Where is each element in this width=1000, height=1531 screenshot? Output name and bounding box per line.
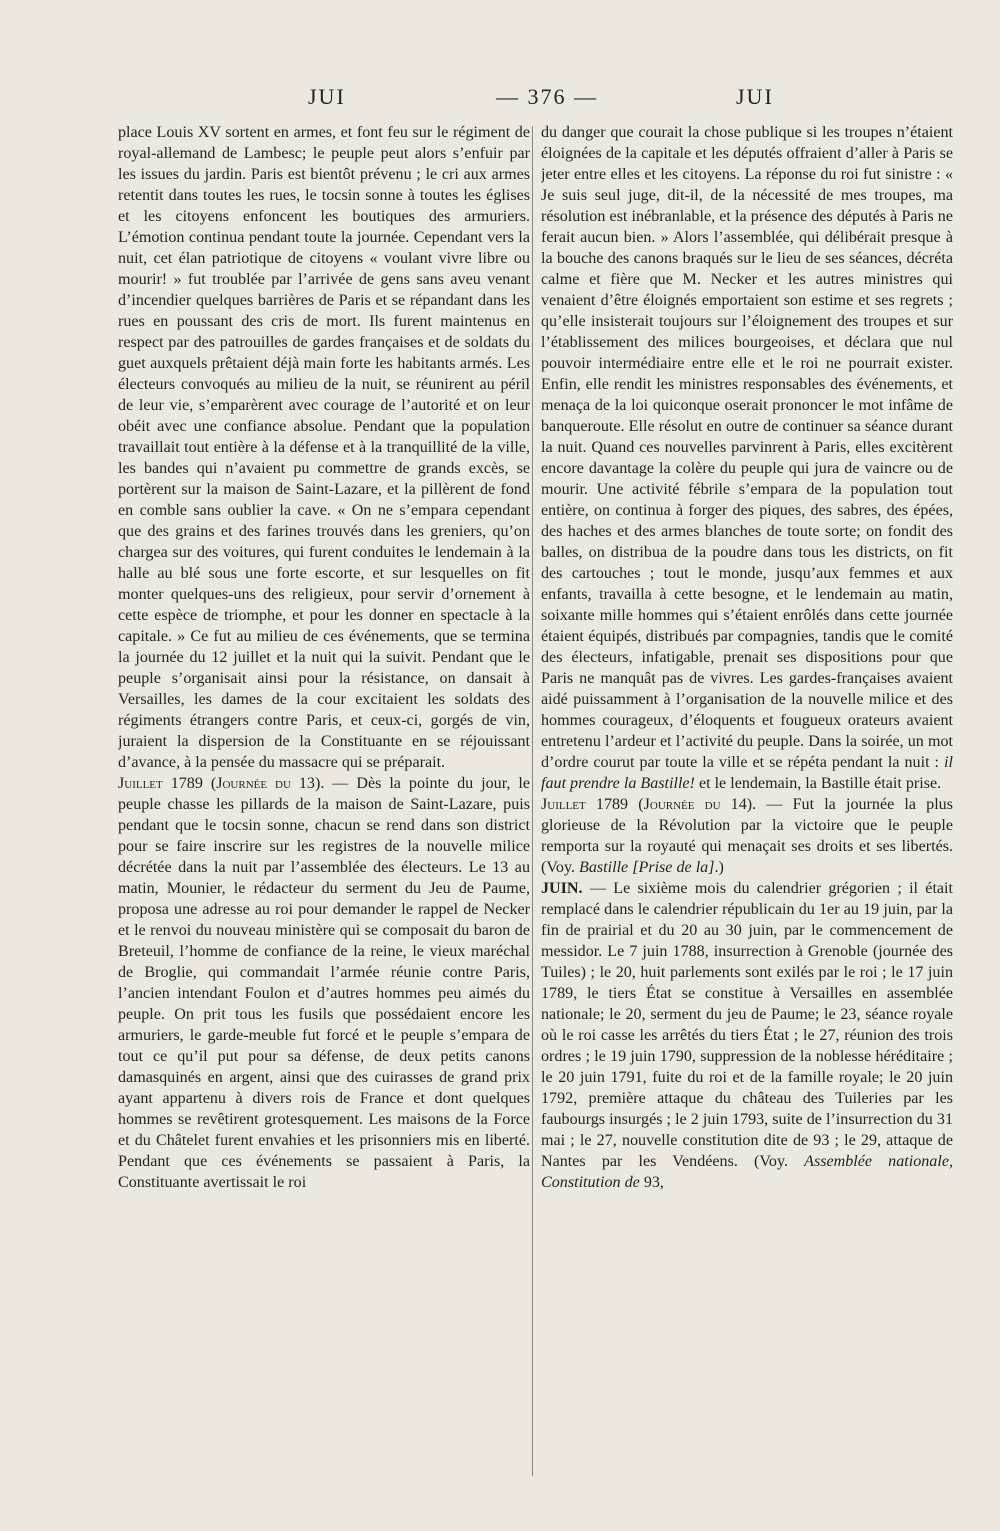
entry-body: — Fut la journée la plus glorieuse de la Révolution par la victoire que le peuple remporta sur la royauté qui menaçait ses droits et ses libertés. (Voy. <box>541 796 953 876</box>
entry-body: 93, <box>639 1174 664 1191</box>
running-head-right: JUI <box>736 84 774 109</box>
running-head-left: JUI <box>308 84 346 109</box>
quote-italic: il faut prendre la Bastille! <box>541 754 953 792</box>
cross-reference: Assemblée nationale, Constitution de <box>541 1153 953 1191</box>
paragraph-juin <box>541 878 953 1193</box>
entry-body: — Dès la pointe du jour, le peuple chasse les pillards de la maison de Saint-Lazare, puis pendant que le tocsin sonne, chacun se rend dans son district pour se faire inscrire sur les registres de la nouvelle milice décrétée dans la nuit par l’assemblée des électeurs. Le 13 au matin, Mounier, le rédacteur du serment du Jeu de Paume, proposa une adresse au roi pour demander le rappel de Necker et le renvoi du nouveau ministère qui se composait du baron de Breteuil, l’homme de confiance de la reine, le vieux maréchal de Broglie, qui commandait l’armée réunie contre Paris, l’ancien intendant Foulon et d’autres hommes peu aimés du peuple. On prit tous les fusils que possédaient encore les armuriers, le garde-meuble fut forcé et le peuple s’empara de tout ce qu’il put pour sa défense, de deux petits canons damasquinés en argent, ainsi que des cuirasses de grand prix ayant appartenu à divers rois de France et dont quelques hommes se revêtirent grotesquement. Les maisons de la Force et du Châtelet furent envahies et les prisonniers mis en liberté. Pendant que ces événements se passaient à Paris, la Constituante avertissait le roi <box>118 775 530 1191</box>
column-divider <box>532 126 533 1476</box>
paragraph-text: du danger que courait la chose publique si les troupes n’étaient éloignées de la capitale et les députés offraient d’aller à Paris se jeter entre elles et les citoyens. La réponse du roi fut sinistre : « Je suis seul juge, dit-il, de la nécessité de mes troupes, ma résolution est inébranlable, et la présence des députés à Paris ne ferait aucun bien. » Alors l’assemblée, qui délibérait presque à la bouche des canons braqués sur le lieu de ses séances, décréta calme et fière que M. Necker et les autres ministres qui venaient d’être éloignés emportaient son estime et ses regrets ; qu’elle insisterait toujours sur l’éloignement des troupes et sur l’établissement des milices bourgeoises, et déclara que nul pouvoir intermédiaire entre elle et le roi ne pourrait exister. Enfin, elle rendit les ministres responsables des événements, et menaça de la loi quiconque oserait prononcer le mot infâme de banqueroute. Elle résolut en outre de continuer sa séance durant la nuit. Quand ces nouvelles parvinrent à Paris, elles excitèrent encore davantage la colère du peuple qui jura de vaincre ou de mourir. Une activité fébrile s’empara de la population tout entière, on continua à forger des piques, des sabres, des épées, des haches et des armes blanches de toute sorte; on fondit des balles, on distribua de la poudre dans tous les districts, on fit des cartouches ; tout le monde, jusqu’aux femmes et aux enfants, travailla à cette besogne, et le lendemain au matin, soixante mille hommes qui s’étaient enrôlés dans cette journée étaient équipés, distribués par compagnies, tandis que le comité des électeurs, infatigable, prenait ses dispositions pour que Paris ne manquât pas de vivres. Les gardes-françaises avaient aidé puissamment à l’organisation de la nouvelle milice et des hommes courageux, d’éloquents et fougueux orateurs avaient entretenu l’ardeur et l’activité du peuple. Dans la soirée, un mot d’ordre courut par toute la ville et se répéta pendant la nuit : <box>541 124 953 771</box>
entry-heading: JUIN. <box>541 880 583 897</box>
cross-reference: Bastille <box>579 859 629 876</box>
paragraph-continuation <box>541 122 953 794</box>
cross-reference: [Prise de la] <box>632 859 715 876</box>
right-column <box>541 122 953 1482</box>
paragraph-july-14 <box>541 794 953 878</box>
entry-heading: Juillet 1789 (Journée du 13). <box>118 775 325 792</box>
left-column <box>118 122 530 1482</box>
entry-body: — Le sixième mois du calendrier grégorien ; il était remplacé dans le calendrier républicain du 1er au 19 juin, par la fin de prairial et du 20 au 30 juin, par le commencement de messidor. Le 7 juin 1788, insurrection à Grenoble (journée des Tuiles) ; le 20, huit parlements sont exilés par le roi ; le 17 juin 1789, le tiers État se constitue à Versailles en assemblée nationale; le 20, serment du jeu de Paume; le 23, séance royale où le roi casse les arrêtés du tiers État ; le 27, réunion des trois ordres ; le 19 juin 1790, suppression de la noblesse héréditaire ; le 20 juin 1791, fuite du roi et de la famille royale; le 20 juin 1792, première attaque du château des Tuileries par les faubourgs insurgés ; le 2 juin 1793, suite de l’insurrection du 31 mai ; le 27, nouvelle constitution dite de 93 ; le 29, attaque de Nantes par les Vendéens. (Voy. <box>541 880 953 1170</box>
page-number: — 376 — <box>496 84 598 109</box>
entry-heading: Juillet 1789 (Journée du 14). <box>541 796 757 813</box>
paragraph-text: et le lendemain, la Bastille était prise. <box>694 775 942 792</box>
paragraph-july-13 <box>118 773 530 1193</box>
paragraph-july-12: place Louis XV sortent en armes, et font feu sur le régiment de royal-allemand de Lambesc; le peuple peut alors s’enfuir par les issues du jardin. Paris est bientôt prévenu ; le cri aux armes retentit dans toutes les rues, le tocsin sonne à toutes les églises et les citoyens enfoncent les boutiques des armuriers. L’émotion continua pendant toute la journée. Cependant vers la nuit, cet élan patriotique de citoyens « voulant vivre libre ou mourir! » fut troublée par l’arrivée de gens sans aveu venant d’incendier quelques barrières de Paris et se répandant dans les rues en poussant des cris de mort. Ils furent maintenus en respect par des patrouilles de gardes françaises et de soldats du guet auxquels prêtaient déjà main forte les habitants armés. Les électeurs convoqués au milieu de la nuit, se réunirent au péril de leur vie, s’emparèrent avec courage de l’autorité et on leur obéit avec une confiance absolue. Pendant que la population travaillait tout entière à la défense et à la tranquillité de la ville, les bandes qui n’avaient pu commettre de grands excès, se portèrent sur la maison de Saint-Lazare, et la pillèrent de fond en comble sans oublier la cave. « On ne s’empara cependant que des grains et des farines trouvés dans les greniers, qu’on chargea sur des voitures, qui furent conduites le lendemain à la halle au blé sous une forte escorte, et sur lesquelles on fit monter quelques-uns des religieux, pour servir d’ornement à cette espèce de triomphe, et pour les donner en spectacle à la capitale. » Ce fut au milieu de ces événements, que se termina la journée du 12 juillet et la nuit qui la suivit. Pendant que le peuple s’organisait ainsi pour la résistance, on dansait à Versailles, les dames de la cour excitaient les soldats des régiments étrangers contre Paris, et ceux-ci, gorgés de vin, juraient la dispersion de la Constituante en se réjouissant d’avance, à la pensée du massacre qui se préparait. <box>118 124 530 771</box>
entry-body: .) <box>714 859 724 876</box>
